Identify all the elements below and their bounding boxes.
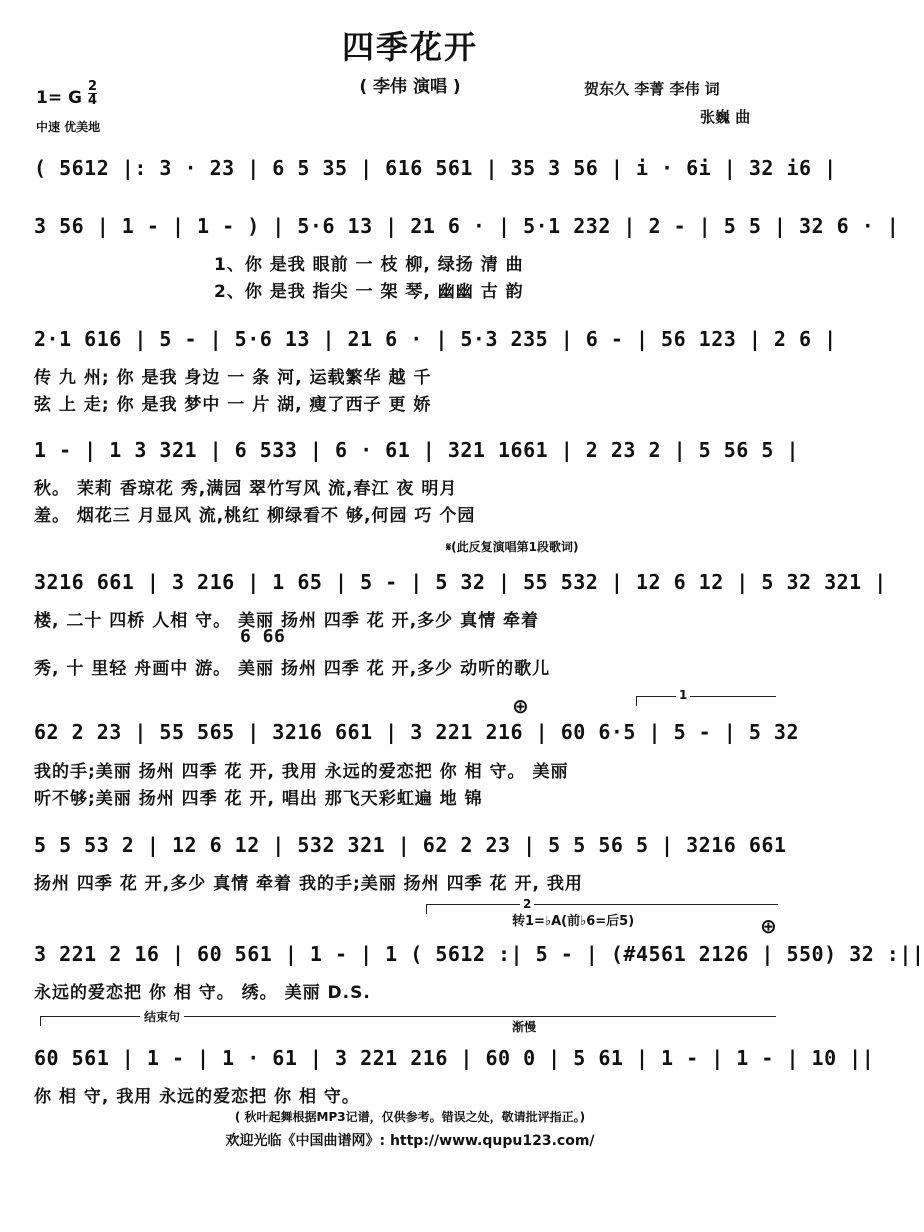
volta-1-bracket [636,696,776,697]
repeat-instruction: 𝄋(此反复演唱第1段歌词) [446,540,579,554]
lyric-row-4-verse-1: 秋。 茉莉 香琼花 秀,满园 翠竹写风 流,春江 夜 明月 [34,479,458,499]
site-credit: 欢迎光临《中国曲谱网》: http://www.qupu123.com/ [225,1133,595,1149]
volta-1-bracket-end [636,696,637,706]
notation-row-6: 62 2 23 | 55 565 | 3216 661 | 3 221 216 | 60 6·5 | 5 - | 5 32 [34,720,800,744]
notation-row-2: 3 56 | 1 - | 1 - ) | 5·6 13 | 21 6 · | 5·1 232 | 2 - | 5 5 | 32 6 · | [34,214,900,238]
lyric-row-4-verse-2: 羞。 烟花三 月显风 流,桃红 柳绿看不 够,何园 巧 个园 [34,506,476,526]
notation-row-8: 3 221 2 16 | 60 561 | 1 - | 1 ( 5612 :| 5 - | (#4561 2126 | 550) 32 :|| [34,942,924,966]
key-label: 1= G [36,88,82,108]
ending-bracket-end [40,1016,41,1026]
time-top: 2 [88,79,98,94]
tempo-marking: 中速 优美地 [36,120,101,134]
lyric-row-9: 你 相 守, 我用 永远的爱恋把 你 相 守。 [34,1087,360,1107]
notation-row-9: 60 561 | 1 - | 1 · 61 | 3 221 216 | 60 0 | 5 61 | 1 - | 1 - | 10 || [34,1046,875,1070]
volta-2-bracket [426,904,778,905]
song-title: 四季花开 [341,28,478,66]
composer-credit: 张巍 曲 [700,108,751,126]
time-signature [88,80,97,107]
lyric-row-3-verse-1: 传 九 州; 你 是我 身边 一 条 河, 运载繁华 越 千 [34,368,432,388]
alternate-notes: 6 66 [240,626,286,647]
ending-label: 结束句 [140,1008,184,1025]
lyricist-credit: 贺东久 李菁 李伟 词 [584,80,720,98]
transcriber-note: ( 秋叶起舞根据MP3记谱，仅供参考。错误之处，敬请批评指正。) [234,1110,586,1124]
lyric-row-7: 扬州 四季 花 开,多少 真情 牵着 我的手;美丽 扬州 四季 花 开, 我用 [34,874,583,894]
lyric-row-5-verse-2: 秀, 十 里轻 舟画中 游。 美丽 扬州 四季 花 开,多少 动听的歌儿 [34,659,551,679]
key-change: 转1=♭A(前♭6=后5) [512,914,635,929]
notation-row-3: 2·1 616 | 5 - | 5·6 13 | 21 6 · | 5·3 235 | 6 - | 56 123 | 2 6 | [34,327,837,351]
notation-row-5: 3216 661 | 3 216 | 1 65 | 5 - | 5 32 | 55 532 | 12 6 12 | 5 32 321 | [34,570,887,594]
lyric-row-6-verse-2: 听不够;美丽 扬州 四季 花 开, 唱出 那飞天彩虹遍 地 锦 [34,789,483,809]
notation-row-4: 1 - | 1 3 321 | 6 533 | 6 · 61 | 321 1661 | 2 23 2 | 5 56 5 | [34,438,800,462]
coda-sign-1: ⊕ [512,694,529,718]
singer-credit: ( 李伟 演唱 ) [359,77,461,97]
volta-2-label: 2 [520,897,534,911]
lyric-row-2-verse-2: 2、你 是我 指尖 一 架 琴, 幽幽 古 韵 [214,282,524,302]
time-bottom: 4 [88,93,98,108]
notation-row-7: 5 5 53 2 | 12 6 12 | 532 321 | 62 2 23 | 5 5 56 5 | 3216 661 [34,833,787,857]
ritardando-label: 渐慢 [508,1018,540,1035]
volta-2-bracket-end [426,904,427,914]
lyric-row-5-verse-1: 楼, 二十 四桥 人相 守。 美丽 扬州 四季 花 开,多少 真情 牵着 [34,611,540,631]
lyric-row-8: 永远的爱恋把 你 相 守。 绣。 美丽 D.S. [34,983,371,1003]
lyric-row-3-verse-2: 弦 上 走; 你 是我 梦中 一 片 湖, 瘦了西子 更 娇 [34,395,432,415]
notation-row-1: ( 5612 |: 3 · 23 | 6 5 35 | 616 561 | 35 3 56 | i · 6i | 32 i6 | [34,156,837,180]
key-signature [36,88,82,108]
lyric-row-2-verse-1: 1、你 是我 眼前 一 枝 柳, 绿扬 清 曲 [214,255,524,275]
coda-sign-2: ⊕ [760,914,777,938]
volta-1-label: 1 [676,688,690,702]
lyric-row-6-verse-1: 我的手;美丽 扬州 四季 花 开, 我用 永远的爱恋把 你 相 守。 美丽 [34,762,569,782]
